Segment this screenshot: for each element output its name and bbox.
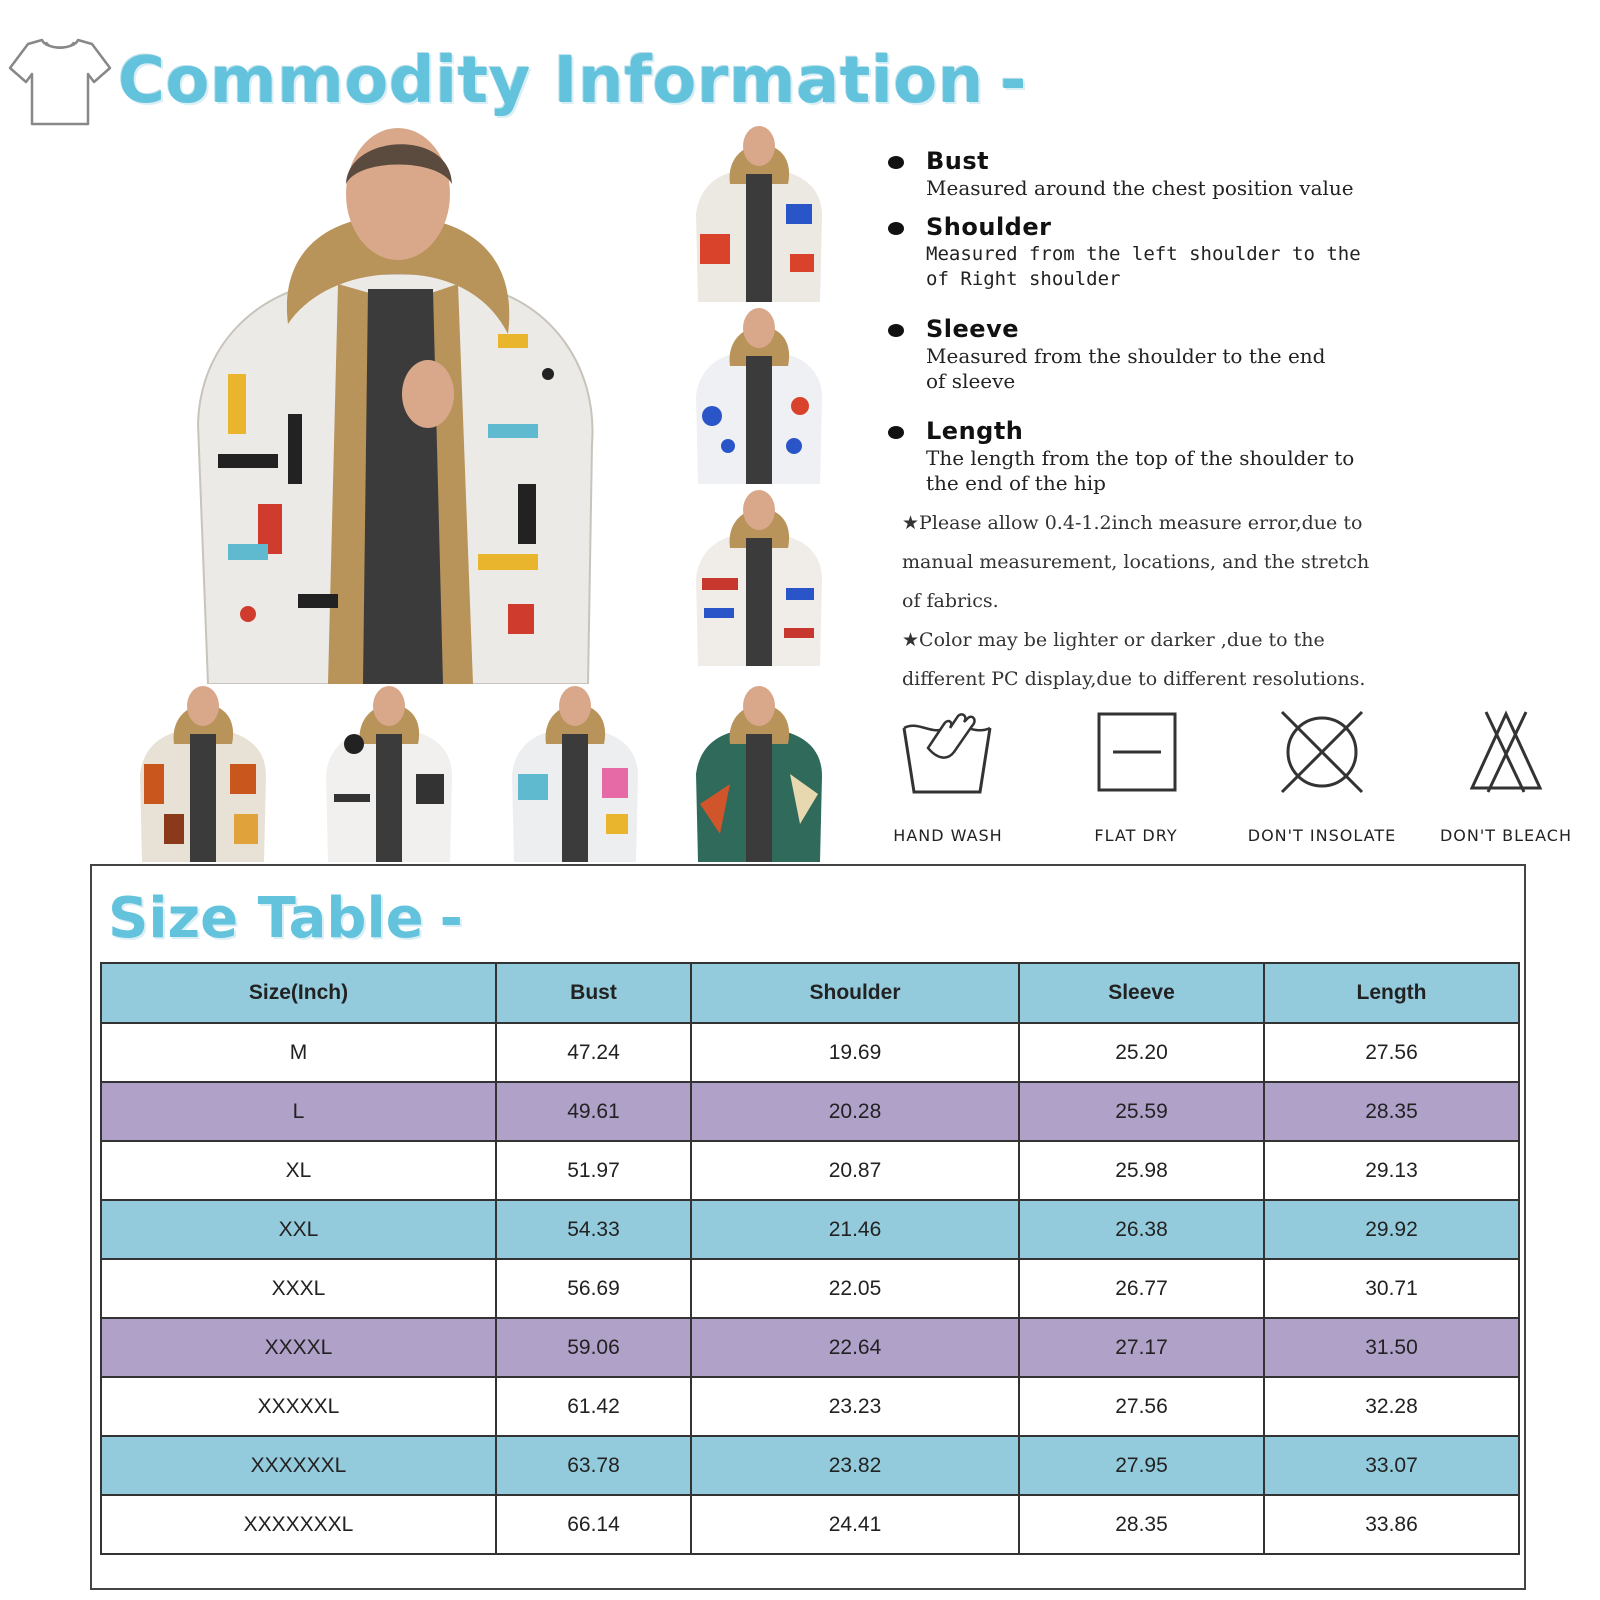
measurement-cell: 31.50 [1264, 1318, 1519, 1377]
column-header: Bust [496, 963, 691, 1023]
measurement-cell: 33.07 [1264, 1436, 1519, 1495]
page-title: Commodity Information - [118, 44, 1027, 118]
size-cell: XXXL [101, 1259, 496, 1318]
measurement-cell: 28.35 [1019, 1495, 1264, 1554]
thumb-red-blocks[interactable] [690, 124, 828, 302]
bullet-icon [888, 324, 904, 337]
measurement-cell: 27.95 [1019, 1436, 1264, 1495]
care-dont-insolate [1232, 708, 1412, 845]
guide-heading: Length [926, 417, 1024, 445]
measurement-cell: 26.38 [1019, 1200, 1264, 1259]
size-cell: L [101, 1082, 496, 1141]
guide-heading: Shoulder [926, 213, 1052, 241]
measurement-cell: 25.98 [1019, 1141, 1264, 1200]
guide-item-shoulder [888, 212, 1588, 292]
measurement-cell: 49.61 [496, 1082, 691, 1141]
care-hand-wash [858, 708, 1038, 845]
note-line: manual measurement, locations, and the stretch [902, 551, 1370, 573]
size-cell: XXL [101, 1200, 496, 1259]
thumb-blue-dots[interactable] [690, 306, 828, 484]
size-cell: XXXXXXL [101, 1436, 496, 1495]
measurement-cell: 20.87 [691, 1141, 1019, 1200]
measurement-cell: 26.77 [1019, 1259, 1264, 1318]
measurement-cell: 19.69 [691, 1023, 1019, 1082]
size-cell: M [101, 1023, 496, 1082]
measurement-cell: 28.35 [1264, 1082, 1519, 1141]
column-header: Shoulder [691, 963, 1019, 1023]
size-cell: XXXXXXXL [101, 1495, 496, 1554]
care-flat-dry [1046, 708, 1226, 845]
bullet-icon [888, 426, 904, 439]
size-table-title: Size Table - [108, 886, 463, 951]
size-cell: XXXXL [101, 1318, 496, 1377]
care-dont-bleach [1416, 708, 1596, 845]
table-row [101, 1377, 1519, 1436]
measurement-cell: 25.20 [1019, 1023, 1264, 1082]
guide-description: of Right shoulder [926, 268, 1121, 290]
care-label: DON'T BLEACH [1439, 826, 1572, 845]
guide-heading: Sleeve [926, 315, 1019, 343]
table-header-row [101, 963, 1519, 1023]
flat-dry-icon [1091, 708, 1181, 798]
thumb-pastel-blocks[interactable] [506, 684, 644, 862]
model-photo-main [188, 124, 610, 684]
measurement-cell: 27.56 [1264, 1023, 1519, 1082]
guide-description: Measured from the shoulder to the end [926, 344, 1326, 368]
size-table [100, 962, 1520, 1555]
hand-wash-icon [898, 708, 998, 798]
table-row [101, 1023, 1519, 1082]
measurement-cell: 66.14 [496, 1495, 691, 1554]
measurement-cell: 61.42 [496, 1377, 691, 1436]
measurement-cell: 59.06 [496, 1318, 691, 1377]
bullet-icon [888, 222, 904, 235]
column-header: Sleeve [1019, 963, 1264, 1023]
thumb-red-blue-brush[interactable] [690, 488, 828, 666]
measurement-cell: 23.23 [691, 1377, 1019, 1436]
measurement-notes [902, 504, 1462, 699]
note-line: ★Please allow 0.4-1.2inch measure error,due to [902, 512, 1363, 534]
measurement-cell: 33.86 [1264, 1495, 1519, 1554]
guide-description: Measured from the left shoulder to the [926, 243, 1361, 265]
guide-description: The length from the top of the shoulder to [926, 446, 1355, 470]
note-line: different PC display,due to different resolutions. [902, 668, 1366, 690]
dont-bleach-icon [1466, 708, 1546, 798]
table-row [101, 1259, 1519, 1318]
measurement-cell: 32.28 [1264, 1377, 1519, 1436]
table-row [101, 1082, 1519, 1141]
table-row [101, 1318, 1519, 1377]
care-label: FLAT DRY [1094, 826, 1178, 845]
guide-item-bust [888, 146, 1588, 201]
table-row [101, 1436, 1519, 1495]
measurement-cell: 27.56 [1019, 1377, 1264, 1436]
thumb-orange-mosaic[interactable] [134, 684, 272, 862]
measurement-cell: 20.28 [691, 1082, 1019, 1141]
table-row [101, 1141, 1519, 1200]
measurement-cell: 24.41 [691, 1495, 1019, 1554]
bullet-icon [888, 156, 904, 169]
measurement-cell: 22.64 [691, 1318, 1019, 1377]
tshirt-outline-icon [8, 28, 112, 132]
guide-description: Measured around the chest position value [926, 176, 1354, 200]
measurement-cell: 56.69 [496, 1259, 691, 1318]
care-label: DON'T INSOLATE [1247, 826, 1397, 845]
guide-item-length [888, 416, 1588, 496]
measurement-cell: 54.33 [496, 1200, 691, 1259]
guide-description: of sleeve [926, 369, 1016, 393]
measurement-cell: 22.05 [691, 1259, 1019, 1318]
measurement-cell: 23.82 [691, 1436, 1019, 1495]
table-row [101, 1200, 1519, 1259]
thumb-teal-orange[interactable] [690, 684, 828, 862]
guide-description: the end of the hip [926, 471, 1106, 495]
guide-item-sleeve [888, 314, 1588, 394]
dont-insolate-icon [1274, 708, 1370, 798]
measurement-cell: 27.17 [1019, 1318, 1264, 1377]
thumb-black-lines[interactable] [320, 684, 458, 862]
care-label: HAND WASH [893, 826, 1003, 845]
note-line: ★Color may be lighter or darker ,due to the [902, 629, 1325, 651]
size-cell: XL [101, 1141, 496, 1200]
measurement-cell: 21.46 [691, 1200, 1019, 1259]
column-header: Length [1264, 963, 1519, 1023]
measurement-cell: 29.92 [1264, 1200, 1519, 1259]
measurement-cell: 63.78 [496, 1436, 691, 1495]
measurement-cell: 51.97 [496, 1141, 691, 1200]
measurement-cell: 30.71 [1264, 1259, 1519, 1318]
column-header: Size(Inch) [101, 963, 496, 1023]
measurement-cell: 25.59 [1019, 1082, 1264, 1141]
measurement-cell: 29.13 [1264, 1141, 1519, 1200]
size-cell: XXXXXL [101, 1377, 496, 1436]
table-row [101, 1495, 1519, 1554]
note-line: of fabrics. [902, 590, 999, 612]
measurement-cell: 47.24 [496, 1023, 691, 1082]
guide-heading: Bust [926, 147, 990, 175]
